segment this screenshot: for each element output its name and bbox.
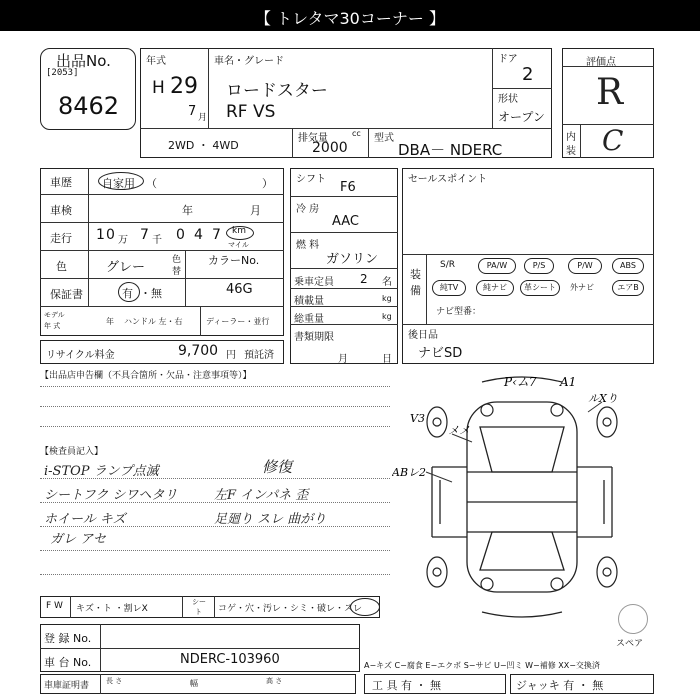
type-value: DBA－ NDERC <box>398 141 503 159</box>
equip-sr: S/R <box>440 260 455 270</box>
equip-abs: ABS <box>612 258 644 274</box>
equip-airbag: エアB <box>612 280 644 296</box>
color-no: 46G <box>226 282 253 297</box>
page-title: 【 トレタマ30コーナー 】 <box>255 9 445 28</box>
year-value: 29 <box>170 74 198 99</box>
shape-label: 形状 <box>498 94 518 105</box>
reg-label: 車歴 <box>50 176 72 189</box>
inspector-note: シートフク シワヘタリ <box>44 488 178 503</box>
aircon-value: AAC <box>332 214 359 229</box>
recycle-value: 9,700 <box>178 343 219 359</box>
mileage-label: 走行 <box>50 232 72 245</box>
damage-note: ABレ2 <box>392 466 427 479</box>
damage-note: P‹ム7 <box>504 375 537 389</box>
interior-label-1: 内 <box>566 132 576 143</box>
model-grade: RF VS <box>226 102 276 122</box>
interior-label-2: 装 <box>566 146 576 157</box>
interior-grade: C <box>602 124 624 157</box>
year-label: 年式 <box>146 56 166 67</box>
doors-label: ドア <box>498 54 518 65</box>
equip-pw: P/W <box>568 258 602 274</box>
equip-navi: 純ナビ <box>476 280 514 296</box>
equip-seat: 革シート <box>520 280 560 296</box>
spare-circle <box>618 604 648 634</box>
warranty-label: 保証書 <box>50 288 83 301</box>
inspector-note: ガレ アセ <box>50 532 107 547</box>
inspector-note: i-STOP ランプ点滅 <box>44 464 159 479</box>
grade-label: 評価点 <box>586 57 616 68</box>
inspector-note: 修復 <box>262 458 293 476</box>
sales-point-label: セールスポイント <box>408 174 488 185</box>
inspector-note: 足廻り スレ 曲がり <box>214 512 327 527</box>
displacement-unit: cc <box>352 129 361 138</box>
color-label: 色 <box>56 260 67 273</box>
displacement-value: 2000 <box>312 140 348 156</box>
spare-label: スペア <box>616 639 644 649</box>
damage-note: メメ <box>448 424 470 437</box>
equip-paw: PA/W <box>478 258 516 274</box>
model-label: 車名・グレード <box>214 56 284 67</box>
damage-code-legend: A−キズ C−腐食 E−エクボ S−サビ U−凹ミ W−補修 XX−交換済 <box>364 661 600 670</box>
chassis-number: NDERC-103960 <box>180 652 280 667</box>
equip-ps: P/S <box>524 258 554 274</box>
inspector-label: 【検査員記入】 <box>40 447 104 457</box>
recycle-label: リサイクル料金 <box>46 350 115 361</box>
color-value: グレー <box>106 260 146 275</box>
doors-value: 2 <box>522 64 534 85</box>
damage-note: V3 <box>410 412 425 425</box>
shift-value: F6 <box>340 180 356 195</box>
displacement-label: 排気量 <box>298 133 328 144</box>
lot-sub: [2053] <box>46 68 79 78</box>
grade-score: R <box>596 72 624 113</box>
damage-note: ルXり <box>588 392 618 405</box>
scuff-circle <box>350 598 380 616</box>
equip-tv: 純TV <box>432 280 466 296</box>
fuel-value: ガソリン <box>326 252 379 267</box>
type-label: 型式 <box>374 133 394 144</box>
year-era: H <box>152 78 165 98</box>
year-month-unit: 月 <box>198 113 208 123</box>
damage-note: A1 <box>560 375 577 389</box>
inspector-note: ホイール キズ <box>44 512 126 527</box>
equip-ext-navi: 外ナビ <box>570 283 594 292</box>
capacity-value: 2 <box>360 272 368 286</box>
lot-label: 出品No. <box>56 52 111 70</box>
lot-number: 8462 <box>58 92 120 120</box>
year-month: 7 <box>188 104 197 119</box>
car-diagram <box>392 372 662 622</box>
model-name: ロードスター <box>226 81 328 101</box>
after-value: ナビSD <box>418 346 463 361</box>
drive-label: 2WD ・ 4WD <box>168 139 239 152</box>
inspection-label: 車検 <box>50 204 72 217</box>
seller-notes-label: 【出品店申告欄（不具合箇所・欠品・注意事項等）】 <box>40 371 252 381</box>
inspector-note: 左F インパネ 歪 <box>214 488 309 503</box>
reg-value: 自家用 <box>102 177 135 190</box>
color-no-label: カラーNo. <box>208 254 260 267</box>
shape-value: オープン <box>498 110 545 124</box>
